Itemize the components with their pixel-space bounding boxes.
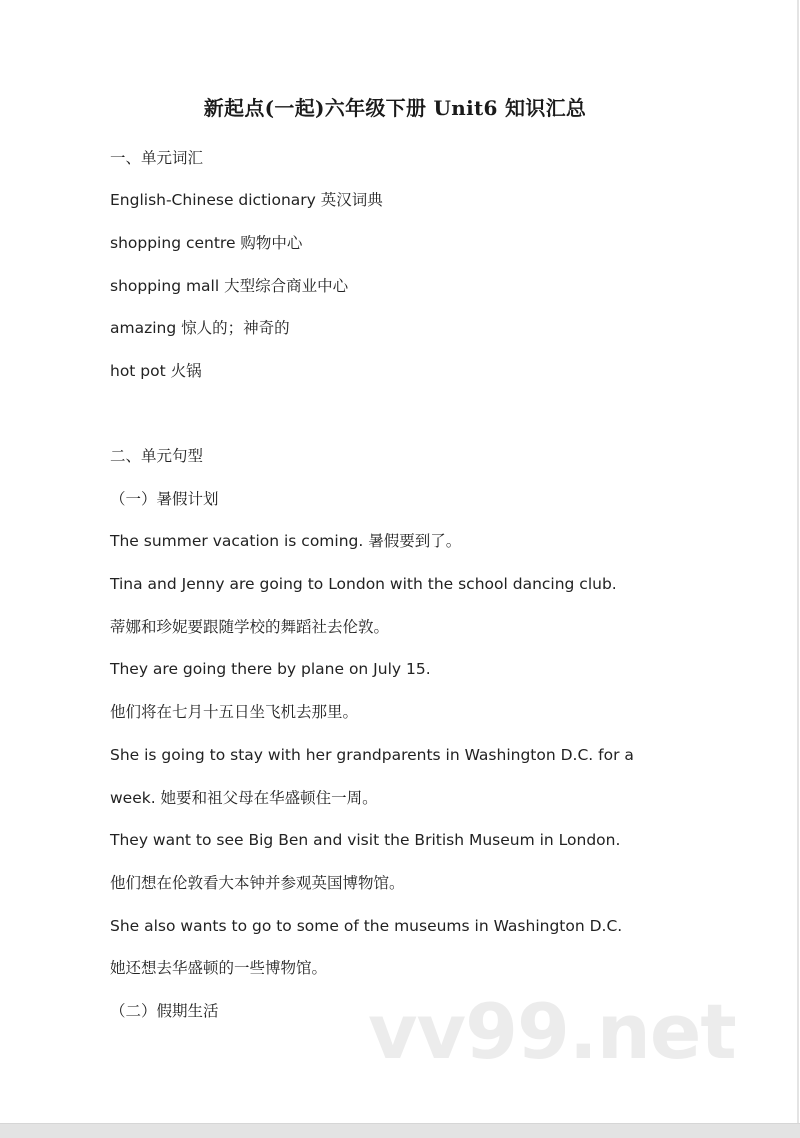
section-heading-vocabulary: 一、单元词汇 xyxy=(110,149,204,167)
subsection-heading-holiday-life: （二）假期生活 xyxy=(110,1002,219,1020)
vocab-item: amazing 惊人的；神奇的 xyxy=(110,319,290,337)
sentence-line: She also wants to go to some of the museums in Washington D.C. xyxy=(110,917,623,935)
section-heading-sentences: 二、单元句型 xyxy=(110,447,204,465)
sentence-line: The summer vacation is coming. 暑假要到了。 xyxy=(110,532,462,550)
sentence-line: Tina and Jenny are going to London with the school dancing club. xyxy=(110,575,617,593)
page-title: 新起点(一起)六年级下册 Unit6 知识汇总 xyxy=(203,96,587,120)
sentence-line: 她还想去华盛顿的一些博物馆。 xyxy=(110,959,328,977)
sentence-line: They want to see Big Ben and visit the British Museum in London. xyxy=(110,831,621,849)
subsection-heading-summer-plans: （一）暑假计划 xyxy=(110,490,219,508)
sentence-line: 他们想在伦敦看大本钟并参观英国博物馆。 xyxy=(110,874,405,892)
page-bottom-edge xyxy=(0,1123,800,1138)
vocab-item: hot pot 火锅 xyxy=(110,362,202,380)
watermark: vv99.net xyxy=(368,987,736,1076)
sentence-line: week. 她要和祖父母在华盛顿住一周。 xyxy=(110,789,378,807)
sentence-line: 蒂娜和珍妮要跟随学校的舞蹈社去伦敦。 xyxy=(110,618,390,636)
vocab-item: English-Chinese dictionary 英汉词典 xyxy=(110,191,383,209)
vocab-item: shopping centre 购物中心 xyxy=(110,234,303,252)
sentence-line: They are going there by plane on July 15. xyxy=(110,660,431,678)
sentence-line: 他们将在七月十五日坐飞机去那里。 xyxy=(110,703,359,721)
sentence-line: She is going to stay with her grandparents in Washington D.C. for a xyxy=(110,746,634,764)
vocab-item: shopping mall 大型综合商业中心 xyxy=(110,277,349,295)
